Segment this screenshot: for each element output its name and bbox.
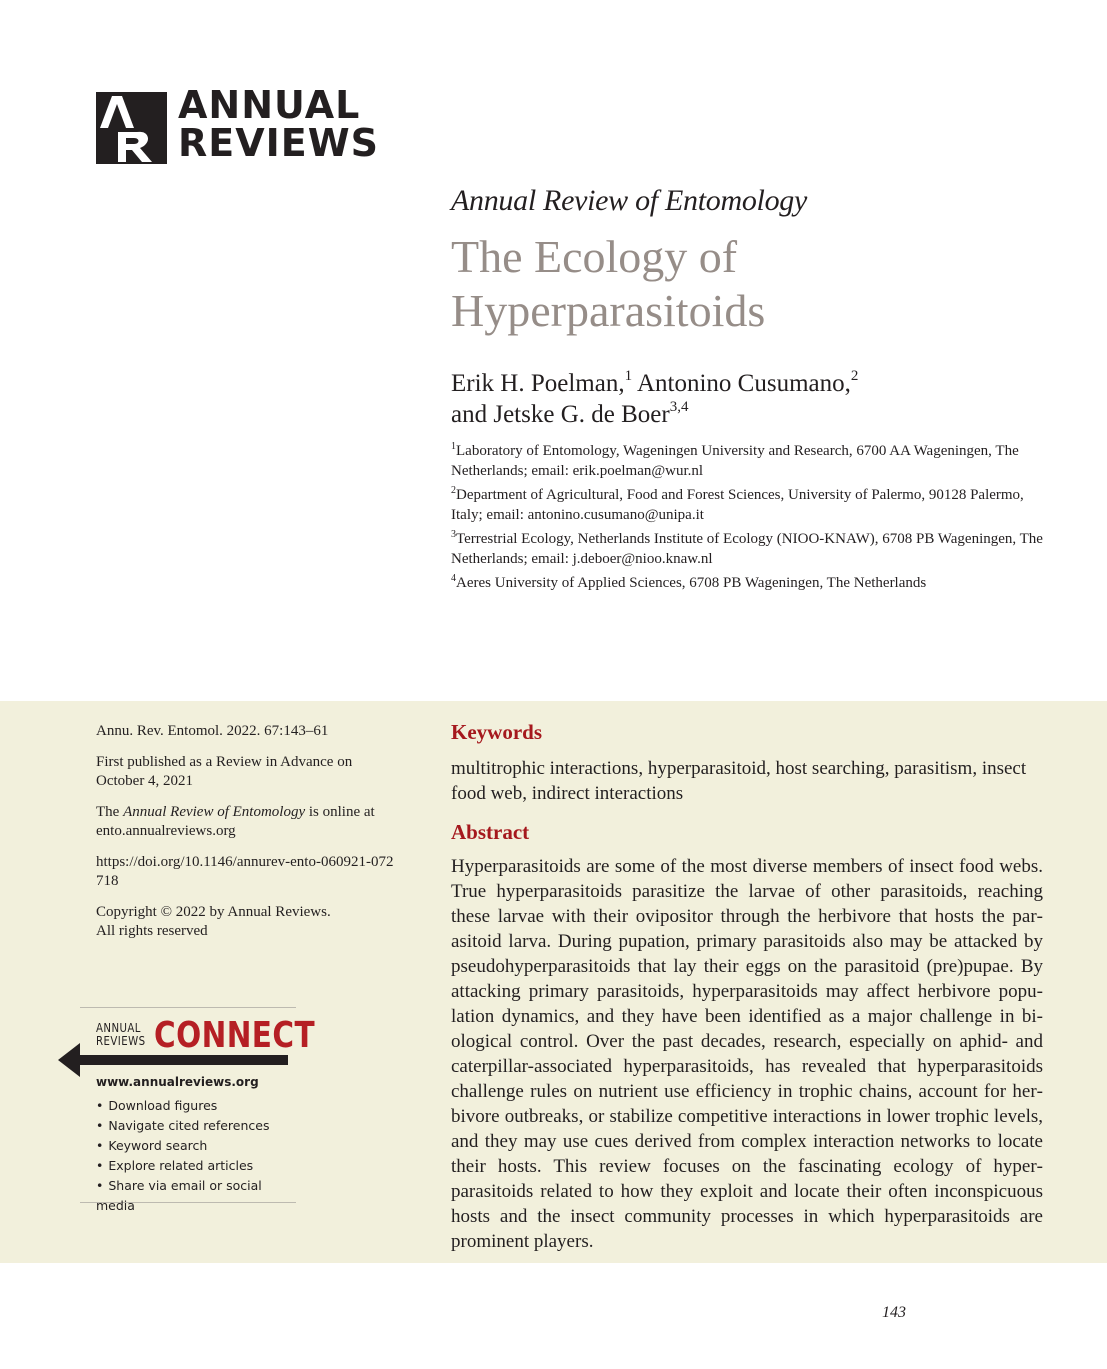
affiliation-sup: 2 bbox=[451, 485, 456, 496]
left-arrow-icon bbox=[58, 1043, 288, 1077]
first-published: First published as a Review in Advance on October 4, 2021 bbox=[96, 753, 353, 789]
author-name: Erik H. Poelman, bbox=[451, 370, 625, 397]
author-affil-sup: 3,4 bbox=[669, 398, 689, 415]
page-number: 143 bbox=[882, 1304, 906, 1321]
affiliation bbox=[451, 530, 1051, 569]
affiliation-text: Aeres University of Applied Sciences, 6708 PB Wageningen, The Netherlands bbox=[456, 575, 927, 591]
annual-reviews-logo bbox=[96, 83, 380, 168]
list-item: • Navigate cited references bbox=[96, 1116, 296, 1136]
connect-feature-list bbox=[96, 1096, 296, 1216]
affiliation bbox=[451, 442, 1051, 481]
citation: Annu. Rev. Entomol. 2022. 67:143–61 bbox=[96, 723, 329, 739]
affiliation-text: Laboratory of Entomology, Wageningen University and Research, 6700 AA Wageningen, The Netherlands; email: erik.poelman@wur.nl bbox=[451, 443, 1019, 479]
connect-brand-line-1: ANNUAL bbox=[96, 1021, 141, 1035]
author-name: and Jetske G. de Boer bbox=[451, 401, 670, 428]
author-affil-sup: 2 bbox=[850, 367, 859, 384]
list-item: • Keyword search bbox=[96, 1136, 296, 1156]
title-line-2: Hyperparasitoids bbox=[451, 285, 766, 336]
affiliation-sup: 1 bbox=[451, 441, 456, 452]
affiliation bbox=[451, 486, 1051, 525]
connect-brand-line-2: REVIEWS bbox=[96, 1034, 146, 1048]
list-item: • Explore related articles bbox=[96, 1156, 296, 1176]
connect-url[interactable]: www.annualreviews.org bbox=[96, 1075, 259, 1089]
ar-logo-mark-icon bbox=[96, 92, 167, 164]
online-journal: Annual Review of Entomology bbox=[123, 803, 306, 820]
journal-name: Annual Review of Entomology bbox=[451, 184, 807, 217]
connect-word: CONNECT bbox=[154, 1015, 316, 1056]
keywords-heading: Keywords bbox=[451, 720, 542, 744]
online-post: is online at ento.annualreviews.org bbox=[96, 803, 375, 839]
author-list bbox=[451, 368, 1051, 430]
copyright bbox=[96, 903, 396, 942]
online-pre: The bbox=[96, 803, 124, 820]
author-name: Antonino Cusumano, bbox=[636, 370, 851, 397]
article-title bbox=[451, 230, 1051, 338]
logo-line-1: ANNUAL bbox=[178, 83, 361, 127]
author-affil-sup: 1 bbox=[624, 367, 633, 384]
abstract-heading: Abstract bbox=[451, 820, 530, 844]
list-item: • Download figures bbox=[96, 1096, 296, 1116]
affiliations bbox=[451, 442, 1051, 599]
abstract-text: Hyperparasitoids are some of the most diverse members of insect food webs. True hyperparasitoids parasitize the larvae of other parasitoids, reaching these larvae with their ovipositor through the herbivore that hosts the parasitoid larva. During pupation, primary parasitoids also may be attacked by pseudohyperparasitoids that lay their eggs on the parasitoid (pre)pupae. By attacking primary parasitoids, hyperparasitoids may affect herbivore population dynamics, and they have been identified as a major challenge in biological control. Over the past decades, research, especially on aphid- and caterpillar-associated hyperparasitoids, has revealed that hyperparasitoids challenge rules on nutrient use efficiency in trophic chains, account for herbivore outbreaks, or stabilize competitive interactions in lower trophic levels, and they may use cues derived from complex interaction networks to locate their hosts. This review focuses on the fascinating ecology of hyperparasitoids related to how they exploit and locate their often inconspicuous hosts and the insect community processes in which hyperparasitoids are prominent players. bbox=[451, 856, 1043, 1252]
annual-reviews-connect bbox=[80, 1007, 316, 1213]
list-item: • Share via email or social media bbox=[96, 1176, 296, 1216]
affiliation bbox=[451, 574, 1051, 594]
author-line-2 bbox=[451, 399, 1051, 430]
author-line-1 bbox=[451, 368, 1051, 399]
affiliation-text: Terrestrial Ecology, Netherlands Institute of Ecology (NIOO-KNAW), 6708 PB Wageningen, The Netherlands; email: j.deboer@nioo.knaw.nl bbox=[451, 531, 1043, 567]
affiliation-sup: 3 bbox=[451, 529, 456, 540]
copyright-line-2: All rights reserved bbox=[96, 923, 208, 939]
affiliation-text: Department of Agricultural, Food and Forest Sciences, University of Palermo, 90128 Palermo, Italy; email: antonino.cusumano@unipa.it bbox=[451, 487, 1024, 523]
doi-link[interactable]: https://doi.org/10.1146/annurev-ento-060921-072718 bbox=[96, 853, 394, 889]
copyright-line-1: Copyright © 2022 by Annual Reviews. bbox=[96, 903, 331, 920]
affiliation-sup: 4 bbox=[451, 573, 456, 584]
keywords-text: multitrophic interactions, hyperparasitoid, host searching, parasitism, insect food web, indirect interactions bbox=[451, 758, 1027, 804]
title-line-1: The Ecology of bbox=[451, 231, 738, 282]
online-at bbox=[96, 803, 396, 842]
logo-line-2: REVIEWS bbox=[178, 121, 380, 165]
logo-wordmark bbox=[178, 83, 380, 165]
article-meta bbox=[96, 722, 396, 953]
